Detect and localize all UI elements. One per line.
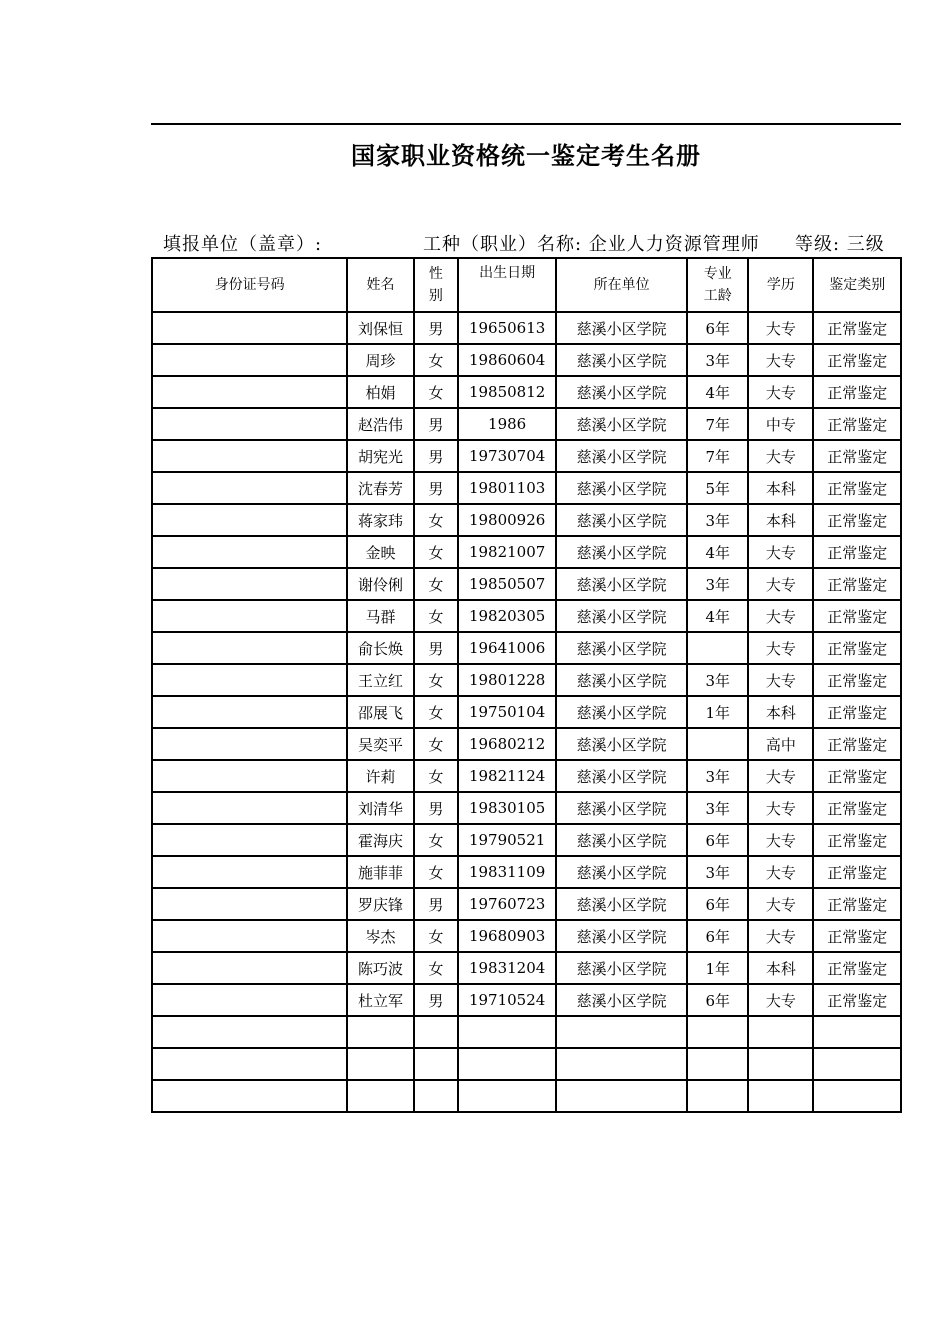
cell-gender: 男	[414, 440, 459, 472]
cell-name: 许莉	[347, 760, 413, 792]
cell-education: 大专	[748, 344, 813, 376]
header-id-number: 身份证号码	[152, 258, 347, 312]
cell-gender: 女	[414, 728, 459, 760]
cell-id-number	[152, 952, 347, 984]
cell-id-number	[152, 1048, 347, 1080]
cell-education: 本科	[748, 696, 813, 728]
cell-id-number	[152, 792, 347, 824]
grade-label: 等级: 三级	[795, 234, 885, 255]
cell-education: 高中	[748, 728, 813, 760]
cell-appraisal-type: 正常鉴定	[813, 344, 901, 376]
cell-name: 柏娟	[347, 376, 413, 408]
cell-id-number	[152, 696, 347, 728]
cell-id-number	[152, 824, 347, 856]
table-row	[152, 920, 901, 952]
cell-work-years: 3年	[687, 664, 748, 696]
cell-id-number	[152, 632, 347, 664]
cell-id-number	[152, 312, 347, 344]
cell-work-years: 3年	[687, 792, 748, 824]
cell-gender: 男	[414, 312, 459, 344]
cell-work-years: 1年	[687, 952, 748, 984]
table-row	[152, 600, 901, 632]
cell-id-number	[152, 568, 347, 600]
cell-appraisal-type: 正常鉴定	[813, 632, 901, 664]
cell-work-years: 4年	[687, 376, 748, 408]
cell-unit: 慈溪小区学院	[556, 344, 687, 376]
cell-name: 杜立军	[347, 984, 413, 1016]
cell-appraisal-type	[813, 1080, 901, 1112]
cell-gender: 男	[414, 408, 459, 440]
cell-work-years: 6年	[687, 888, 748, 920]
cell-gender: 女	[414, 760, 459, 792]
cell-appraisal-type: 正常鉴定	[813, 568, 901, 600]
cell-education	[748, 1016, 813, 1048]
cell-appraisal-type: 正常鉴定	[813, 984, 901, 1016]
cell-gender: 男	[414, 984, 459, 1016]
table-row	[152, 344, 901, 376]
cell-unit: 慈溪小区学院	[556, 984, 687, 1016]
cell-unit: 慈溪小区学院	[556, 408, 687, 440]
cell-id-number	[152, 440, 347, 472]
table-row	[152, 1016, 901, 1048]
cell-gender	[414, 1016, 459, 1048]
cell-work-years: 6年	[687, 920, 748, 952]
cell-appraisal-type: 正常鉴定	[813, 760, 901, 792]
cell-name: 霍海庆	[347, 824, 413, 856]
cell-appraisal-type: 正常鉴定	[813, 696, 901, 728]
cell-birth-date: 19831109	[458, 856, 556, 888]
cell-name: 刘保恒	[347, 312, 413, 344]
cell-gender: 男	[414, 888, 459, 920]
cell-work-years: 6年	[687, 984, 748, 1016]
cell-birth-date: 19650613	[458, 312, 556, 344]
cell-birth-date: 19710524	[458, 984, 556, 1016]
cell-gender: 女	[414, 952, 459, 984]
cell-appraisal-type: 正常鉴定	[813, 728, 901, 760]
cell-education: 大专	[748, 792, 813, 824]
header-gender-line1: 性	[428, 266, 443, 282]
cell-appraisal-type: 正常鉴定	[813, 472, 901, 504]
cell-gender: 女	[414, 536, 459, 568]
cell-unit: 慈溪小区学院	[556, 888, 687, 920]
cell-education: 大专	[748, 376, 813, 408]
cell-work-years: 7年	[687, 408, 748, 440]
cell-birth-date	[458, 1080, 556, 1112]
cell-gender: 女	[414, 824, 459, 856]
trade-name-label: 工种（职业）名称: 企业人力资源管理师	[423, 234, 760, 255]
cell-birth-date: 19760723	[458, 888, 556, 920]
cell-name: 金映	[347, 536, 413, 568]
cell-appraisal-type: 正常鉴定	[813, 856, 901, 888]
cell-education: 大专	[748, 312, 813, 344]
cell-education: 大专	[748, 536, 813, 568]
header-unit: 所在单位	[556, 258, 687, 312]
cell-name: 蒋家玮	[347, 504, 413, 536]
table-row	[152, 952, 901, 984]
table-row	[152, 984, 901, 1016]
cell-appraisal-type: 正常鉴定	[813, 504, 901, 536]
cell-name	[347, 1080, 413, 1112]
table-row	[152, 696, 901, 728]
cell-work-years	[687, 1048, 748, 1080]
cell-id-number	[152, 600, 347, 632]
cell-appraisal-type	[813, 1016, 901, 1048]
cell-id-number	[152, 728, 347, 760]
cell-name	[347, 1016, 413, 1048]
cell-education: 大专	[748, 920, 813, 952]
table-row	[152, 856, 901, 888]
cell-birth-date: 19830105	[458, 792, 556, 824]
cell-appraisal-type: 正常鉴定	[813, 824, 901, 856]
cell-name: 陈巧波	[347, 952, 413, 984]
cell-unit: 慈溪小区学院	[556, 792, 687, 824]
cell-birth-date: 19821124	[458, 760, 556, 792]
cell-education: 大专	[748, 824, 813, 856]
cell-id-number	[152, 504, 347, 536]
cell-birth-date: 19800926	[458, 504, 556, 536]
cell-gender: 男	[414, 632, 459, 664]
cell-appraisal-type	[813, 1048, 901, 1080]
cell-birth-date	[458, 1048, 556, 1080]
cell-appraisal-type: 正常鉴定	[813, 664, 901, 696]
table-row	[152, 1048, 901, 1080]
cell-work-years: 4年	[687, 536, 748, 568]
cell-id-number	[152, 856, 347, 888]
cell-unit	[556, 1080, 687, 1112]
cell-unit	[556, 1048, 687, 1080]
cell-education	[748, 1080, 813, 1112]
header-appraisal-type: 鉴定类别	[813, 258, 901, 312]
table-row	[152, 1080, 901, 1112]
header-education: 学历	[748, 258, 813, 312]
cell-unit: 慈溪小区学院	[556, 664, 687, 696]
cell-unit: 慈溪小区学院	[556, 536, 687, 568]
cell-birth-date: 19850812	[458, 376, 556, 408]
header-years-line2: 工龄	[703, 288, 732, 304]
cell-id-number	[152, 408, 347, 440]
table-row	[152, 824, 901, 856]
cell-appraisal-type: 正常鉴定	[813, 536, 901, 568]
cell-work-years: 3年	[687, 568, 748, 600]
cell-unit: 慈溪小区学院	[556, 728, 687, 760]
table-row	[152, 440, 901, 472]
cell-appraisal-type: 正常鉴定	[813, 600, 901, 632]
cell-birth-date: 19801228	[458, 664, 556, 696]
table-row	[152, 312, 901, 344]
cell-id-number	[152, 536, 347, 568]
cell-gender	[414, 1048, 459, 1080]
cell-name: 赵浩伟	[347, 408, 413, 440]
cell-id-number	[152, 984, 347, 1016]
cell-work-years: 4年	[687, 600, 748, 632]
cell-birth-date: 19850507	[458, 568, 556, 600]
cell-unit: 慈溪小区学院	[556, 824, 687, 856]
header-work-years	[687, 258, 748, 312]
cell-unit: 慈溪小区学院	[556, 568, 687, 600]
cell-birth-date	[458, 1016, 556, 1048]
cell-name: 周珍	[347, 344, 413, 376]
cell-gender: 女	[414, 696, 459, 728]
cell-gender: 女	[414, 568, 459, 600]
header-years-line1: 专业	[703, 266, 732, 282]
table-body	[152, 312, 901, 1112]
cell-work-years: 1年	[687, 696, 748, 728]
form-info-line	[163, 230, 901, 256]
cell-unit: 慈溪小区学院	[556, 600, 687, 632]
cell-id-number	[152, 472, 347, 504]
cell-appraisal-type: 正常鉴定	[813, 312, 901, 344]
cell-unit	[556, 1016, 687, 1048]
table-header-row	[152, 258, 901, 312]
cell-name: 岑杰	[347, 920, 413, 952]
cell-education: 大专	[748, 440, 813, 472]
table-row	[152, 632, 901, 664]
cell-unit: 慈溪小区学院	[556, 632, 687, 664]
cell-name: 施菲菲	[347, 856, 413, 888]
cell-unit: 慈溪小区学院	[556, 504, 687, 536]
cell-name	[347, 1048, 413, 1080]
cell-gender: 女	[414, 504, 459, 536]
cell-gender: 女	[414, 344, 459, 376]
cell-birth-date: 19790521	[458, 824, 556, 856]
table-row	[152, 760, 901, 792]
cell-education: 本科	[748, 504, 813, 536]
cell-appraisal-type: 正常鉴定	[813, 920, 901, 952]
cell-education: 大专	[748, 632, 813, 664]
cell-birth-date: 19750104	[458, 696, 556, 728]
cell-unit: 慈溪小区学院	[556, 760, 687, 792]
cell-appraisal-type: 正常鉴定	[813, 440, 901, 472]
cell-gender: 男	[414, 792, 459, 824]
cell-id-number	[152, 1080, 347, 1112]
cell-work-years	[687, 1016, 748, 1048]
cell-work-years	[687, 1080, 748, 1112]
cell-work-years: 3年	[687, 504, 748, 536]
cell-birth-date: 1986	[458, 408, 556, 440]
cell-id-number	[152, 1016, 347, 1048]
cell-appraisal-type: 正常鉴定	[813, 408, 901, 440]
cell-education: 大专	[748, 888, 813, 920]
cell-birth-date: 19831204	[458, 952, 556, 984]
cell-education: 本科	[748, 952, 813, 984]
cell-education: 大专	[748, 760, 813, 792]
cell-unit: 慈溪小区学院	[556, 472, 687, 504]
table-row	[152, 888, 901, 920]
cell-unit: 慈溪小区学院	[556, 376, 687, 408]
cell-gender: 女	[414, 920, 459, 952]
cell-id-number	[152, 760, 347, 792]
cell-name: 沈春芳	[347, 472, 413, 504]
cell-education: 大专	[748, 664, 813, 696]
header-gender-line2: 别	[428, 288, 443, 304]
reporting-unit-label: 填报单位（盖章）:	[163, 234, 323, 255]
table-row	[152, 568, 901, 600]
table-row	[152, 376, 901, 408]
header-birth-date: 出生日期	[458, 258, 556, 312]
cell-appraisal-type: 正常鉴定	[813, 376, 901, 408]
cell-gender: 女	[414, 856, 459, 888]
cell-birth-date: 19820305	[458, 600, 556, 632]
cell-name: 王立红	[347, 664, 413, 696]
header-name: 姓名	[347, 258, 413, 312]
cell-education: 大专	[748, 984, 813, 1016]
cell-appraisal-type: 正常鉴定	[813, 888, 901, 920]
cell-education	[748, 1048, 813, 1080]
cell-birth-date: 19821007	[458, 536, 556, 568]
table-row	[152, 408, 901, 440]
cell-id-number	[152, 888, 347, 920]
cell-gender	[414, 1080, 459, 1112]
cell-unit: 慈溪小区学院	[556, 856, 687, 888]
cell-work-years: 3年	[687, 344, 748, 376]
cell-unit: 慈溪小区学院	[556, 312, 687, 344]
cell-birth-date: 19680903	[458, 920, 556, 952]
cell-name: 俞长焕	[347, 632, 413, 664]
header-gender	[414, 258, 459, 312]
cell-unit: 慈溪小区学院	[556, 920, 687, 952]
cell-name: 胡宪光	[347, 440, 413, 472]
cell-name: 罗庆锋	[347, 888, 413, 920]
cell-education: 大专	[748, 568, 813, 600]
cell-education: 大专	[748, 856, 813, 888]
cell-unit: 慈溪小区学院	[556, 440, 687, 472]
cell-id-number	[152, 344, 347, 376]
cell-education: 中专	[748, 408, 813, 440]
cell-name: 刘清华	[347, 792, 413, 824]
cell-gender: 男	[414, 472, 459, 504]
cell-birth-date: 19680212	[458, 728, 556, 760]
cell-appraisal-type: 正常鉴定	[813, 952, 901, 984]
cell-unit: 慈溪小区学院	[556, 696, 687, 728]
top-rule	[151, 123, 901, 125]
cell-work-years: 7年	[687, 440, 748, 472]
cell-gender: 女	[414, 376, 459, 408]
candidate-roster-table	[151, 257, 902, 1113]
table-row	[152, 504, 901, 536]
cell-birth-date: 19860604	[458, 344, 556, 376]
cell-appraisal-type: 正常鉴定	[813, 792, 901, 824]
cell-work-years: 3年	[687, 856, 748, 888]
table-row	[152, 728, 901, 760]
cell-gender: 女	[414, 664, 459, 696]
cell-work-years: 6年	[687, 312, 748, 344]
cell-work-years: 5年	[687, 472, 748, 504]
cell-education: 大专	[748, 600, 813, 632]
cell-id-number	[152, 920, 347, 952]
cell-id-number	[152, 376, 347, 408]
table-row	[152, 792, 901, 824]
cell-work-years	[687, 632, 748, 664]
cell-birth-date: 19730704	[458, 440, 556, 472]
cell-name: 邵展飞	[347, 696, 413, 728]
cell-work-years: 3年	[687, 760, 748, 792]
table-row	[152, 472, 901, 504]
cell-id-number	[152, 664, 347, 696]
cell-name: 马群	[347, 600, 413, 632]
cell-name: 谢伶俐	[347, 568, 413, 600]
table-row	[152, 536, 901, 568]
cell-education: 本科	[748, 472, 813, 504]
table-row	[152, 664, 901, 696]
cell-birth-date: 19801103	[458, 472, 556, 504]
page-title: 国家职业资格统一鉴定考生名册	[351, 141, 701, 170]
cell-gender: 女	[414, 600, 459, 632]
cell-work-years	[687, 728, 748, 760]
cell-unit: 慈溪小区学院	[556, 952, 687, 984]
cell-name: 吴奕平	[347, 728, 413, 760]
cell-work-years: 6年	[687, 824, 748, 856]
cell-birth-date: 19641006	[458, 632, 556, 664]
